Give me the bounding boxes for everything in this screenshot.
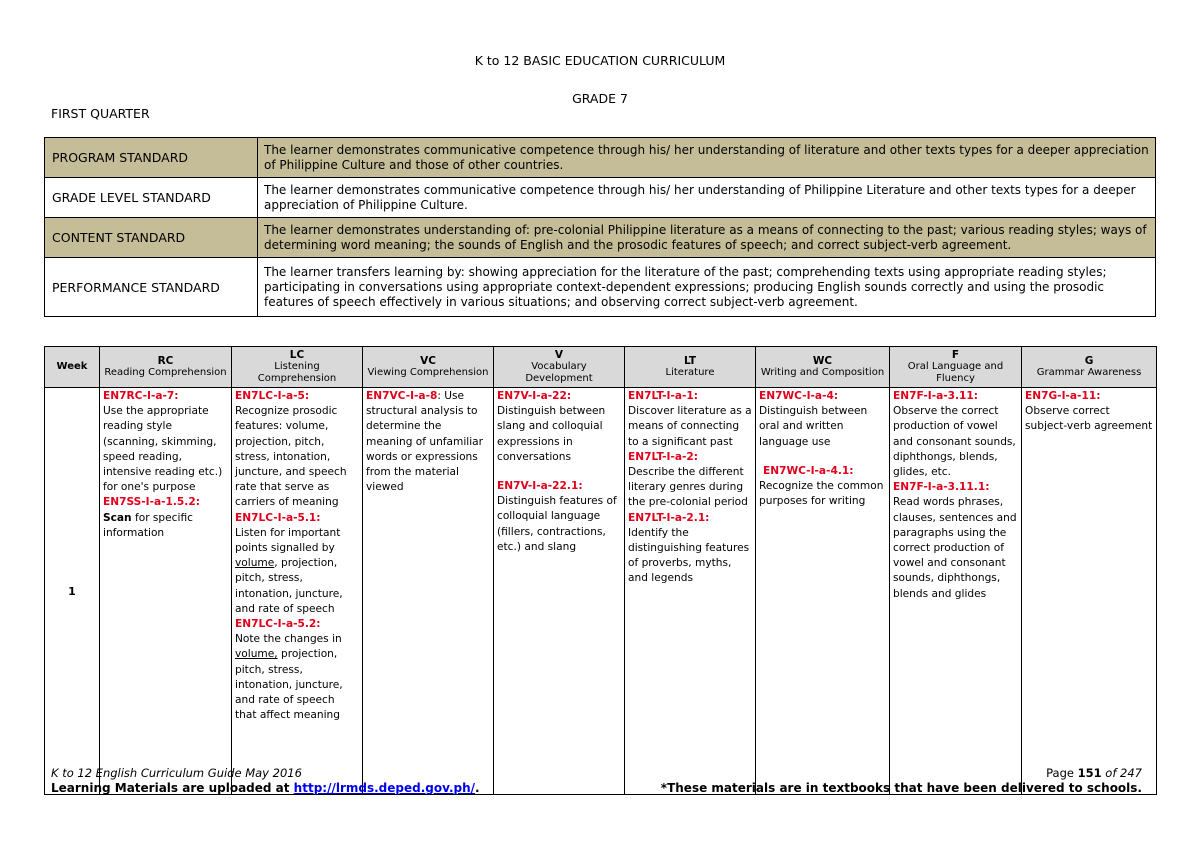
week-header: Week — [45, 347, 100, 388]
standard-text: The learner demonstrates communicative competence through his/ her understanding of literature and other texts types for a deeper appreciation of Philippine Culture and those of other countries. — [258, 138, 1156, 178]
competencies-table — [44, 346, 1157, 795]
wc-cell — [756, 388, 890, 795]
f-cell — [890, 388, 1022, 795]
competency-text: Recognize prosodic features: volume, projection, pitch, stress, intonation, juncture, and speech rate that serve as carriers of meaning — [235, 405, 347, 509]
column-header-wc: WC Writing and Composition — [756, 347, 890, 388]
column-header-f: F Oral Language and Fluency — [890, 347, 1022, 388]
standard-label: PERFORMANCE STANDARD — [45, 258, 258, 317]
competency-code: EN7SS-I-a-1.5.2: — [103, 496, 200, 509]
standard-row — [45, 218, 1156, 258]
table-row — [45, 388, 1157, 795]
competency-code: EN7RC-I-a-7: — [103, 390, 179, 402]
competency-code: EN7LT-I-a-2.1: — [628, 511, 710, 524]
competency-text: : Use structural analysis to determine the meaning of unfamiliar words or expressions from the material viewed — [366, 390, 484, 494]
page-number: Page 151 of 247 — [1046, 766, 1142, 780]
competency-text: for specific information — [103, 511, 193, 539]
competency-text: Observe the correct production of vowel and consonant sounds, diphthongs, blends, glides, etc. — [893, 405, 1016, 479]
competency-code: EN7WC-I-a-4.1: — [763, 464, 854, 477]
standard-text: The learner transfers learning by: showing appreciation for the literature of the past; comprehending texts using appropriate reading styles; participating in conversations using appropriate context-dependent expressions; producing English sounds correctly and using the prosodic features of speech effectively in various situations; and observing correct subject-verb agreement. — [258, 258, 1156, 317]
materials-note: *These materials are in textbooks that have been delivered to schools. — [660, 781, 1142, 795]
competency-text: , projection, pitch, stress, intonation, juncture, and rate of speech — [235, 557, 343, 615]
guide-footer: K to 12 English Curriculum Guide May 2016 — [51, 766, 302, 780]
document-title: K to 12 BASIC EDUCATION CURRICULUM — [474, 53, 726, 68]
competency-text: Listen for important points signalled by — [235, 526, 341, 555]
lc-cell — [232, 388, 363, 795]
competency-text: Recognize the common purposes for writing — [759, 480, 884, 508]
competency-text-underlined: volume — [235, 557, 275, 570]
standard-row — [45, 138, 1156, 178]
competency-code: EN7LC-I-a-5: — [235, 390, 310, 402]
v-cell — [494, 388, 625, 795]
competency-text: Distinguish between oral and written language use — [759, 405, 868, 448]
competency-text: Note the changes in — [235, 633, 342, 646]
column-header-rc: RC Reading Comprehension — [100, 347, 232, 388]
competency-text: Distinguish features of colloquial language (fillers, contractions, etc.) and slang — [497, 495, 617, 553]
competency-text: Observe correct subject-verb agreement — [1025, 405, 1153, 433]
competency-text: Identify the distinguishing features of proverbs, myths, and legends — [628, 526, 750, 585]
competency-code: EN7G-I-a-11: — [1025, 390, 1101, 402]
upload-footer: Learning Materials are uploaded at http://lrmds.deped.gov.ph/. — [51, 781, 480, 795]
standard-label: GRADE LEVEL STANDARD — [45, 178, 258, 218]
competency-code: EN7VC-I-a-8 — [366, 390, 438, 402]
lrmds-link[interactable]: http://lrmds.deped.gov.ph/ — [293, 781, 476, 795]
vc-cell — [363, 388, 494, 795]
standards-table — [44, 137, 1156, 317]
table-header-row — [45, 347, 1157, 388]
rc-cell — [100, 388, 232, 795]
standard-row — [45, 178, 1156, 218]
lt-cell — [625, 388, 756, 795]
competency-code: EN7V-I-a-22.1: — [497, 480, 583, 493]
standard-label: PROGRAM STANDARD — [45, 138, 258, 178]
g-cell — [1022, 388, 1157, 795]
column-header-v: V Vocabulary Development — [494, 347, 625, 388]
competency-code: EN7LC-I-a-5.2: — [235, 618, 321, 631]
column-header-g: G Grammar Awareness — [1022, 347, 1157, 388]
grade-label: GRADE 7 — [572, 91, 628, 106]
competency-code: EN7V-I-a-22: — [497, 390, 572, 402]
quarter-label: FIRST QUARTER — [51, 106, 150, 121]
standard-row — [45, 258, 1156, 317]
competency-code: EN7LT-I-a-1: — [628, 390, 699, 402]
column-header-lc: LC Listening Comprehension — [232, 347, 363, 388]
competency-text: Distinguish between slang and colloquial expressions in conversations — [497, 405, 606, 463]
competency-text: Discover literature as a means of connecting to a significant past — [628, 405, 752, 448]
competency-text: Read words phrases, clauses, sentences and paragraphs using the correct production of vowel and consonant sounds, diphthongs, blends and glides — [893, 496, 1017, 600]
competency-text: Use the appropriate reading style (scanning, skimming, speed reading, intensive reading etc.) for one's purpose — [103, 405, 223, 494]
standard-text: The learner demonstrates communicative competence through his/ her understanding of Philippine Literature and other texts types for a deeper appreciation of Philippine Culture. — [258, 178, 1156, 218]
competency-text: projection, pitch, stress, intonation, juncture, and rate of speech that affect meaning — [235, 648, 343, 722]
competency-text-underlined: volume, — [235, 648, 278, 661]
competency-code: EN7WC-I-a-4: — [759, 390, 839, 402]
week-number: 1 — [45, 388, 100, 795]
competency-code: EN7F-I-a-3.11: — [893, 390, 979, 402]
competency-text: Describe the different literary genres during the pre-colonial period — [628, 466, 748, 509]
competency-code: EN7F-I-a-3.11.1: — [893, 481, 990, 494]
column-header-vc: VC Viewing Comprehension — [363, 347, 494, 388]
competency-code: EN7LT-I-a-2: — [628, 450, 699, 463]
competency-code: EN7LC-I-a-5.1: — [235, 511, 321, 524]
column-header-lt: LT Literature — [625, 347, 756, 388]
standard-text: The learner demonstrates understanding of: pre-colonial Philippine literature as a means of connecting to the past; various reading styles; ways of determining word meaning; the sounds of English and the prosodic features of speech; and correct subject-verb agreement. — [258, 218, 1156, 258]
standard-label: CONTENT STANDARD — [45, 218, 258, 258]
competency-text-bold: Scan — [103, 511, 132, 524]
